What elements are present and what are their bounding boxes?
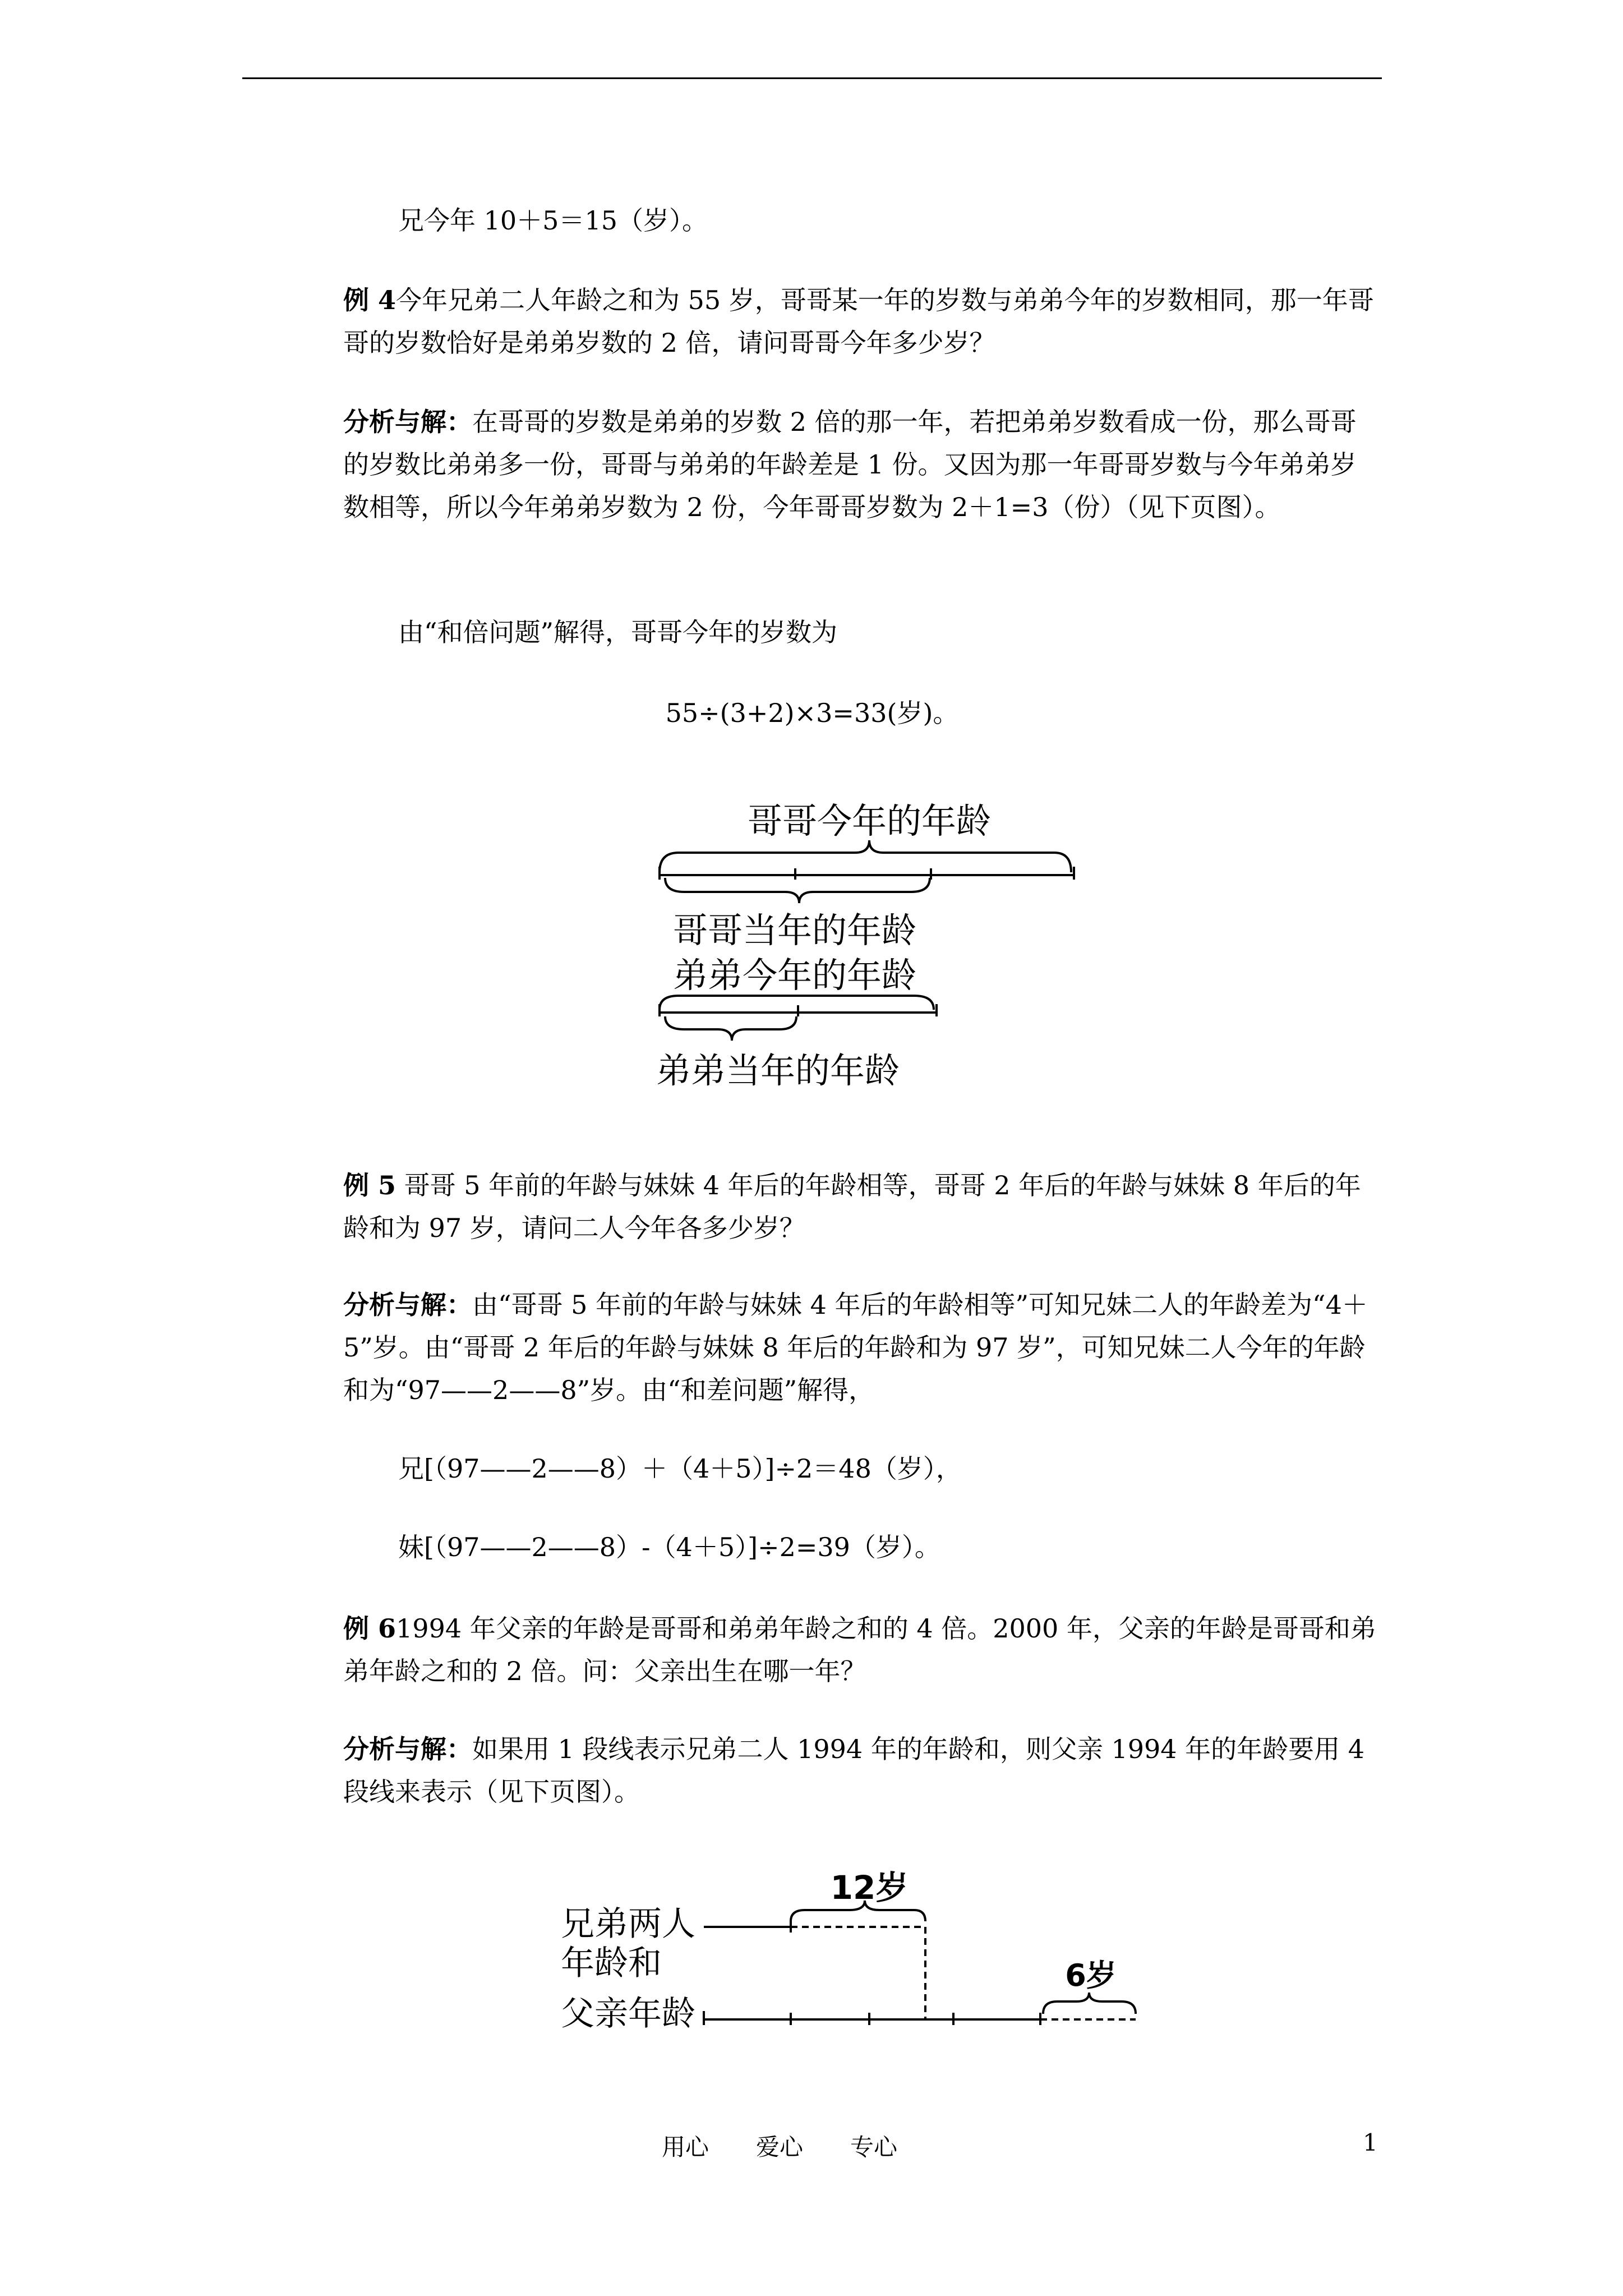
diagram1-label-younger-now: 弟弟今年的年龄 xyxy=(673,955,917,996)
equation-3: 妹[（97——2——8）-（4＋5）]÷2=39（岁）。 xyxy=(398,1532,940,1562)
example-5 xyxy=(343,1164,1382,1249)
example-4-text: 今年兄弟二人年龄之和为 55 岁，哥哥某一年的岁数与弟弟今年的岁数相同，那一年哥哥的岁数恰好是弟弟岁数的 2 倍，请问哥哥今年多少岁？ xyxy=(343,285,1374,358)
diagram2-label-6: 6岁 xyxy=(1065,1958,1117,1993)
analysis-6-text: 如果用 1 段线表示兄弟二人 1994 年的年龄和，则父亲 1994 年的年龄要用 4 段线来表示（见下页图）。 xyxy=(343,1734,1373,1807)
analysis-6-label: 分析与解： xyxy=(343,1734,472,1764)
age-diagram-2 xyxy=(555,1851,1172,2042)
example-5-label: 例 5 xyxy=(343,1170,396,1200)
equation-1: 55÷(3+2)×3=33(岁)。 xyxy=(665,698,959,728)
diagram1-top-label: 哥哥今年的年龄 xyxy=(747,800,992,841)
diagram2-label-12: 12岁 xyxy=(830,1869,909,1907)
diagram2-row1-line2: 年龄和 xyxy=(561,1944,662,1983)
example-6 xyxy=(343,1607,1382,1692)
age-diagram-1 xyxy=(639,785,1105,1099)
analysis-4 xyxy=(343,401,1382,528)
example-6-text: 1994 年父亲的年龄是哥哥和弟弟年龄之和的 4 倍。2000 年，父亲的年龄是哥哥和弟弟年龄之和的 2 倍。问：父亲出生在哪一年？ xyxy=(343,1613,1376,1686)
analysis-4-text: 在哥哥的岁数是弟弟的岁数 2 倍的那一年，若把弟弟岁数看成一份，那么哥哥的岁数比弟弟多一份，哥哥与弟弟的年龄差是 1 份。又因为那一年哥哥岁数与今年弟弟岁数相等，所以今年弟弟岁数为 2 份，今年哥哥岁数为 2＋1=3（份）（见下页图）。 xyxy=(343,407,1357,522)
diagram2-row1-line1: 兄弟两人 xyxy=(561,1904,695,1944)
example-5-text: 哥哥 5 年前的年龄与妹妹 4 年后的年龄相等，哥哥 2 年后的年龄与妹妹 8 年后的年龄和为 97 岁，请问二人今年各多少岁？ xyxy=(343,1170,1361,1243)
page-number: 1 xyxy=(1363,2129,1378,2156)
example-4 xyxy=(343,279,1382,364)
diagram1-label-younger-then: 弟弟当年的年龄 xyxy=(656,1050,900,1091)
analysis-6 xyxy=(343,1728,1382,1813)
equation-2: 兄[（97——2——8）＋（4＋5）]÷2＝48（岁）， xyxy=(398,1453,962,1484)
analysis-5-text: 由“哥哥 5 年前的年龄与妹妹 4 年后的年龄相等”可知兄妹二人的年龄差为“4＋5”岁。由“哥哥 2 年后的年龄与妹妹 8 年后的年龄和为 97 岁”，可知兄妹二人今年的年龄和为“97——2——8”岁。由“和差问题”解得， xyxy=(343,1290,1368,1405)
analysis-5-label: 分析与解： xyxy=(343,1290,472,1320)
footer-text: 用心 爱心 专心 xyxy=(662,2133,898,2161)
example-6-label: 例 6 xyxy=(343,1613,396,1644)
paragraph-brother-age: 兄今年 10＋5＝15（岁）。 xyxy=(398,205,708,236)
diagram1-label-older-then: 哥哥当年的年龄 xyxy=(673,910,917,951)
diagram2-row2: 父亲年龄 xyxy=(561,1994,695,2033)
example-4-label: 例 4 xyxy=(343,285,396,315)
analysis-5 xyxy=(343,1283,1382,1411)
analysis-4-label: 分析与解： xyxy=(343,407,472,437)
paragraph-sum-multiple: 由“和倍问题”解得，哥哥今年的岁数为 xyxy=(398,617,838,647)
header-rule xyxy=(242,77,1382,79)
